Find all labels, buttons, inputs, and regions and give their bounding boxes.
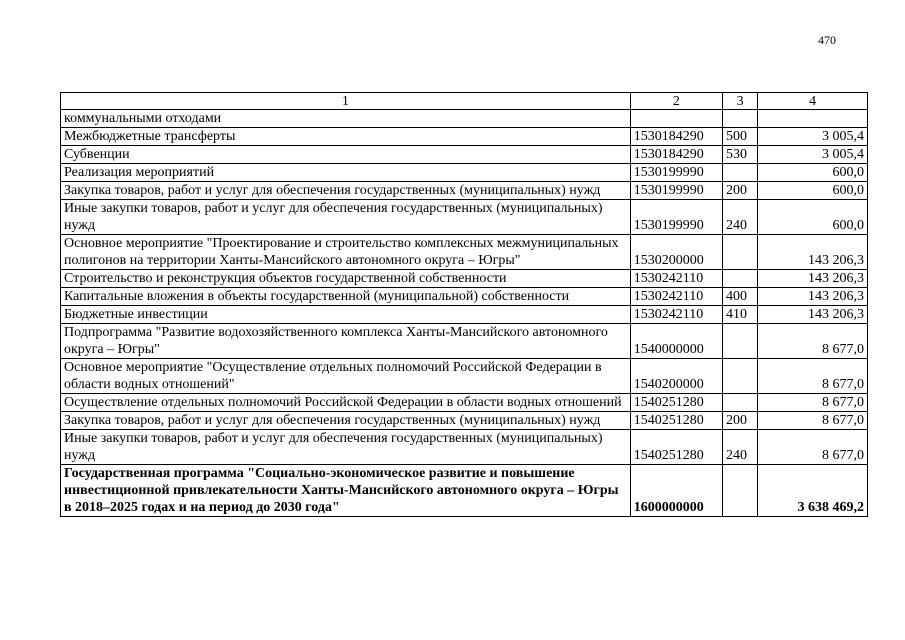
row-sum-cell: 8 677,0: [758, 430, 868, 465]
row-sum-cell: 3 005,4: [758, 146, 868, 164]
row-name-cell: Иные закупки товаров, работ и услуг для обеспечения государственных (муниципальных) нужд: [61, 200, 631, 235]
row-code-cell: 1530242110: [630, 306, 722, 324]
header-cell-name: 1: [61, 93, 631, 110]
row-name-cell: Государственная программа "Социально-экономическое развитие и повышение инвестиционной привлекательности Ханты-Мансийского автономного округа – Югры в 2018–2025 годах и на период до 2030 года": [61, 465, 631, 517]
row-code-cell: 1540000000: [630, 324, 722, 359]
header-cell-type: 3: [722, 93, 757, 110]
table-row: [61, 324, 868, 359]
row-code-cell: 1600000000: [630, 465, 722, 517]
row-code-cell: 1530184290: [630, 128, 722, 146]
row-sum-cell: 600,0: [758, 182, 868, 200]
table-row: [61, 200, 868, 235]
row-sum-cell: 8 677,0: [758, 412, 868, 430]
row-sum-cell: 600,0: [758, 200, 868, 235]
row-type-cell: [722, 394, 757, 412]
table-row: [61, 412, 868, 430]
row-type-cell: 240: [722, 200, 757, 235]
table-row: [61, 359, 868, 394]
row-name-cell: Закупка товаров, работ и услуг для обеспечения государственных (муниципальных) нужд: [61, 412, 631, 430]
header-cell-sum: 4: [758, 93, 868, 110]
table-row: [61, 164, 868, 182]
row-name-cell: Осуществление отдельных полномочий Российской Федерации в области водных отношений: [61, 394, 631, 412]
row-type-cell: 200: [722, 412, 757, 430]
row-name-cell: Основное мероприятие "Проектирование и строительство комплексных межмуниципальных полигонов на территории Ханты-Мансийского автономного округа – Югры": [61, 235, 631, 270]
row-code-cell: 1540251280: [630, 394, 722, 412]
row-name-cell: Строительство и реконструкция объектов государственной собственности: [61, 270, 631, 288]
row-type-cell: [722, 359, 757, 394]
row-code-cell: 1530200000: [630, 235, 722, 270]
row-name-cell: Капитальные вложения в объекты государственной (муниципальной) собственности: [61, 288, 631, 306]
row-type-cell: 200: [722, 182, 757, 200]
row-name-cell: Иные закупки товаров, работ и услуг для обеспечения государственных (муниципальных) нужд: [61, 430, 631, 465]
row-sum-cell: 143 206,3: [758, 306, 868, 324]
row-code-cell: 1540251280: [630, 430, 722, 465]
row-name-cell: коммунальными отходами: [61, 110, 631, 128]
row-type-cell: [722, 465, 757, 517]
row-name-cell: Межбюджетные трансферты: [61, 128, 631, 146]
row-sum-cell: 143 206,3: [758, 235, 868, 270]
row-name-cell: Бюджетные инвестиции: [61, 306, 631, 324]
table-row: [61, 270, 868, 288]
table-row: [61, 110, 868, 128]
row-code-cell: 1540200000: [630, 359, 722, 394]
row-type-cell: [722, 164, 757, 182]
row-name-cell: Закупка товаров, работ и услуг для обеспечения государственных (муниципальных) нужд: [61, 182, 631, 200]
table-row: [61, 430, 868, 465]
row-code-cell: 1530199990: [630, 164, 722, 182]
row-sum-cell: [758, 110, 868, 128]
row-sum-cell: 8 677,0: [758, 324, 868, 359]
row-type-cell: [722, 235, 757, 270]
row-type-cell: 400: [722, 288, 757, 306]
budget-table: [60, 92, 868, 517]
page-number: 470: [818, 33, 836, 47]
row-code-cell: 1530199990: [630, 182, 722, 200]
row-sum-cell: 143 206,3: [758, 288, 868, 306]
header-cell-code: 2: [630, 93, 722, 110]
row-type-cell: 530: [722, 146, 757, 164]
row-code-cell: 1530199990: [630, 200, 722, 235]
table-row: [61, 235, 868, 270]
row-sum-cell: 3 005,4: [758, 128, 868, 146]
table-row: [61, 128, 868, 146]
row-sum-cell: 8 677,0: [758, 359, 868, 394]
row-code-cell: 1540251280: [630, 412, 722, 430]
table-row: [61, 182, 868, 200]
row-name-cell: Реализация мероприятий: [61, 164, 631, 182]
row-type-cell: [722, 270, 757, 288]
row-name-cell: Основное мероприятие "Осуществление отдельных полномочий Российской Федерации в области водных отношений": [61, 359, 631, 394]
row-name-cell: Подпрограмма "Развитие водохозяйственного комплекса Ханты-Мансийского автономного округа – Югры": [61, 324, 631, 359]
table-row: [61, 146, 868, 164]
row-code-cell: [630, 110, 722, 128]
row-sum-cell: 600,0: [758, 164, 868, 182]
row-type-cell: 500: [722, 128, 757, 146]
table-row: [61, 306, 868, 324]
row-type-cell: [722, 110, 757, 128]
row-type-cell: [722, 324, 757, 359]
table-row: [61, 288, 868, 306]
table-row: [61, 465, 868, 517]
table-body: [61, 110, 868, 517]
row-name-cell: Субвенции: [61, 146, 631, 164]
row-sum-cell: 143 206,3: [758, 270, 868, 288]
row-type-cell: 240: [722, 430, 757, 465]
row-code-cell: 1530242110: [630, 288, 722, 306]
row-code-cell: 1530184290: [630, 146, 722, 164]
row-sum-cell: 3 638 469,2: [758, 465, 868, 517]
table-row: [61, 394, 868, 412]
header-row: [61, 93, 868, 110]
row-type-cell: 410: [722, 306, 757, 324]
row-sum-cell: 8 677,0: [758, 394, 868, 412]
row-code-cell: 1530242110: [630, 270, 722, 288]
